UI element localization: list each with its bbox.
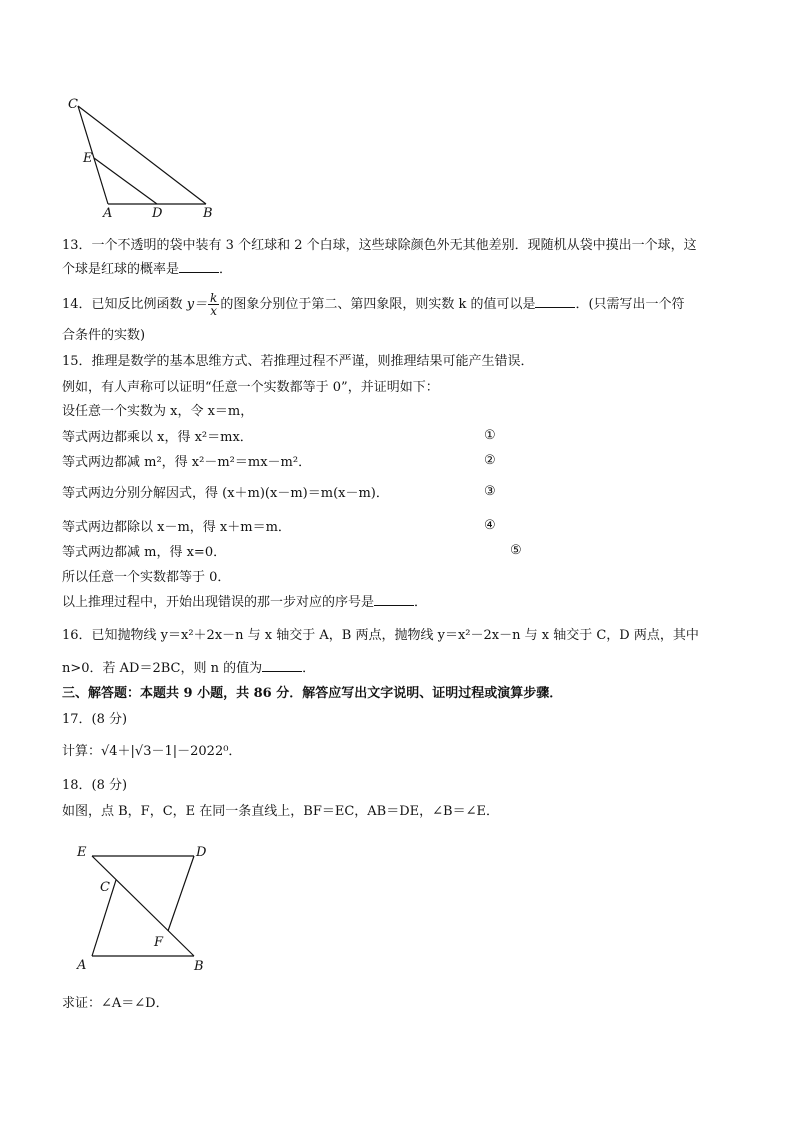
segment-ED [94,158,157,204]
q14-numerator: k [210,291,218,305]
q15-question: 以上推理过程中，开始出现错误的那一步对应的序号是 [62,595,375,610]
q16-line-1: 16．已知抛物线 y＝x²＋2x－n 与 x 轴交于 A，B 两点，抛物线 y＝x²－2x－n 与 x 轴交于 C，D 两点，其中 [62,628,699,643]
label-D: D [196,845,207,860]
q14-line-1 [62,292,685,317]
label-D: D [152,206,163,221]
q14-answer-blank[interactable] [535,295,575,308]
q17-heading: 17．(8 分) [62,712,128,727]
q14-end: ．(只需写出一个符 [575,297,685,312]
label-E: E [77,845,87,860]
q15-mark-1: ① [484,428,496,443]
q15-mark-5: ⑤ [510,543,522,558]
q13-line-1: 13．一个不透明的袋中装有 3 个红球和 2 个白球，这些球除颜色外无其他差别．现随机从袋中摸出一个球，这 [62,238,697,253]
q15-line-3: 设任意一个实数为 x，令 x＝m， [62,404,254,419]
geometry-figure-2 [70,836,220,976]
q15-mark-2: ② [484,453,496,468]
q14-fraction [208,292,219,317]
segment-CB [78,106,206,204]
q15-line-10 [62,593,427,613]
q15-mark-3: ③ [484,484,496,499]
q14-line-2: 合条件的实数) [62,328,146,343]
q17-body: 计算：√4＋|√3－1|－2022⁰． [62,744,242,759]
segment-FD [168,856,194,931]
label-E: E [83,151,93,166]
q16-question: n>0．若 AD＝2BC，则 n 的值为 [62,661,263,676]
q16-line-2 [62,659,315,679]
q15-line-6: 等式两边分别分解因式，得 (x＋m)(x－m)＝m(x－m)． [62,486,389,501]
q16-end: ． [302,661,316,676]
label-C: C [100,880,110,895]
q18-body: 如图，点 B，F，C，E 在同一条直线上，BF＝EC，AB＝DE，∠B＝∠E． [62,804,499,819]
q13-text: 个球是红球的概率是 [62,262,180,277]
q15-line-7: 等式两边都除以 x－m，得 x＋m＝m． [62,520,291,535]
q15-line-9: 所以任意一个实数都等于 0． [62,570,231,585]
section-3-heading: 三、解答题：本题共 9 小题，共 86 分．解答应写出文字说明、证明过程或演算步骤． [62,686,563,701]
triangle-figure-1 [60,96,230,221]
q14-prefix: 14．已知反比例函数 [62,297,183,312]
q15-line-4: 等式两边都乘以 x，得 x²＝mx． [62,430,253,445]
q13-line-2 [62,260,232,280]
label-C: C [68,97,78,112]
q18-heading: 18．(8 分) [62,778,128,793]
q13-end: ． [219,262,233,277]
q15-line-2: 例如，有人声称可以证明“任意一个实数都等于 0”，并证明如下： [62,380,439,395]
label-F: F [154,935,164,950]
label-B: B [203,206,213,221]
q14-middle: 的图象分别位于第二、第四象限，则实数 k 的值可以是 [220,297,536,312]
q15-line-1: 15．推理是数学的基本思维方式、若推理过程不严谨，则推理结果可能产生错误． [62,354,534,369]
q14-denominator: x [210,304,218,318]
q15-end: ． [414,595,428,610]
q14-y-eq: y＝ [186,297,208,312]
q13-answer-blank[interactable] [179,260,219,273]
q15-line-8: 等式两边都减 m，得 x=0． [62,545,227,560]
label-A: A [103,206,113,221]
q18-prove: 求证：∠A＝∠D． [62,996,169,1011]
q15-answer-blank[interactable] [374,593,414,606]
q16-answer-blank[interactable] [262,659,302,672]
q15-mark-4: ④ [484,518,496,533]
q15-line-5: 等式两边都减 m²，得 x²－m²＝mx－m²． [62,455,312,470]
label-A: A [77,958,87,973]
label-B: B [194,959,204,974]
